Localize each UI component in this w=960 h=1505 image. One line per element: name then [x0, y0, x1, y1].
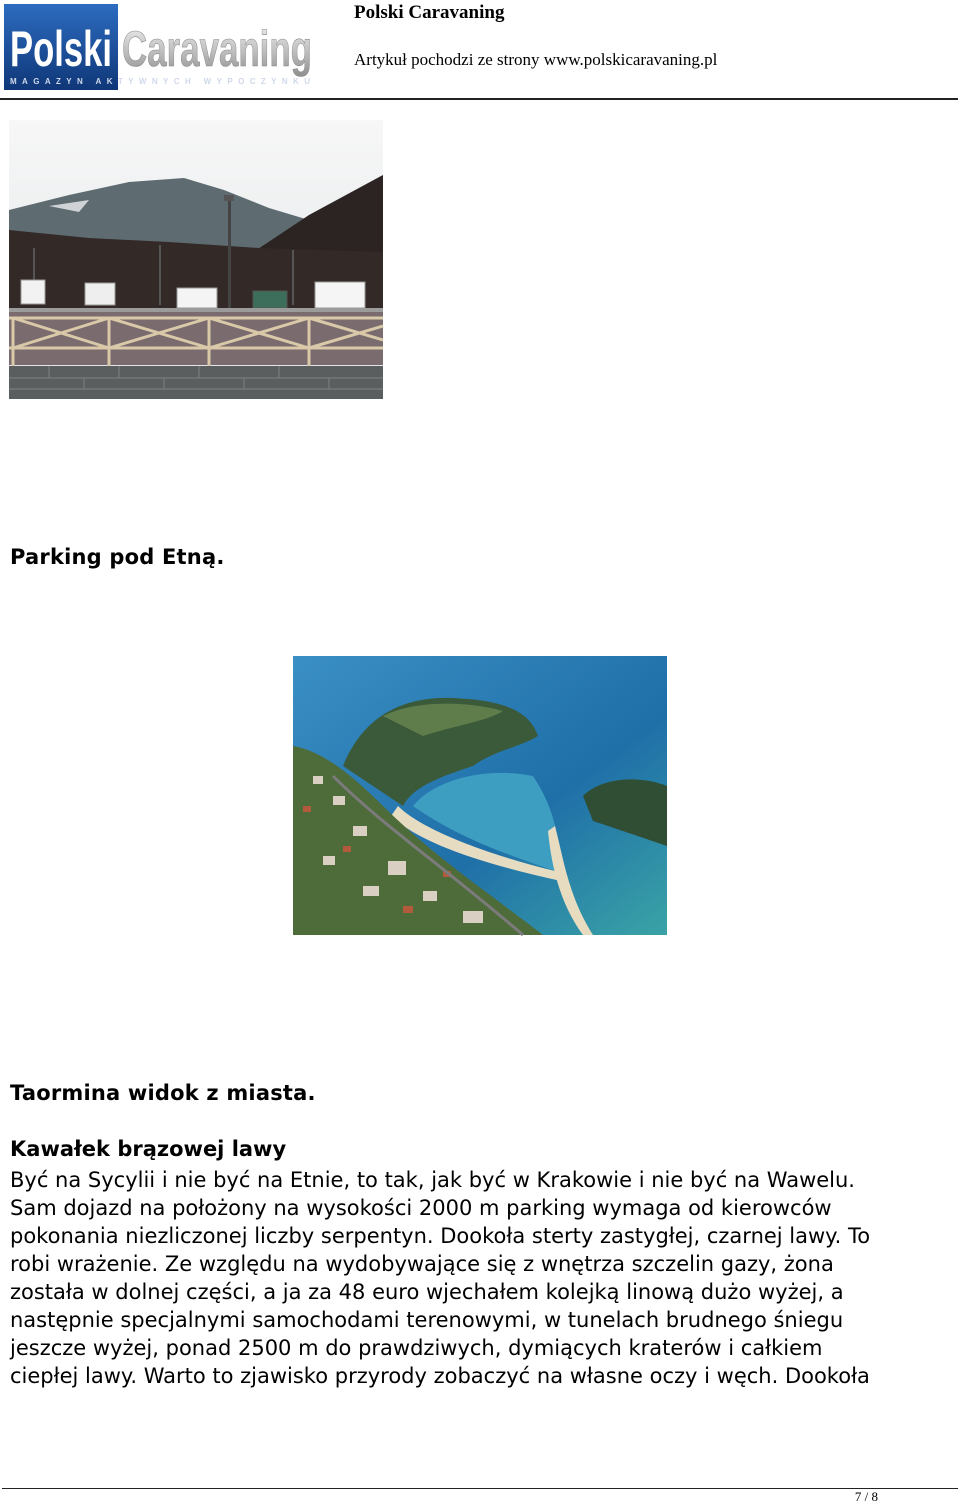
- page-number: 7 / 8: [854, 1489, 878, 1504]
- body-line: Być na Sycylii i nie być na Etnie, to tak, jak być w Krakowie i nie być na Wawelu.: [10, 1168, 855, 1192]
- body-line: jeszcze wyżej, ponad 2500 m do prawdziwych, dymiących kraterów i całkiem: [10, 1336, 823, 1360]
- magazine-logo: [4, 4, 316, 92]
- site-name: Polski Caravaning: [354, 2, 505, 23]
- footer-divider: [2, 1488, 958, 1489]
- photo-caption: Parking pod Etną.: [10, 545, 225, 569]
- body-line: została w dolnej części, a ja za 48 euro wjechałem kolejką linową dużo wyżej, a: [10, 1280, 844, 1304]
- body-line: Sam dojazd na położony na wysokości 2000 m parking wymaga od kierowców: [10, 1196, 832, 1220]
- body-line: pokonania niezliczonej liczby serpentyn. Dookoła sterty zastygłej, czarnej lawy. To: [10, 1224, 871, 1248]
- header-divider: [0, 98, 958, 100]
- logo-tagline: MAGAZYN AKTYWNYCH WYPOCZYNKU: [10, 77, 310, 86]
- taormina-photo: [293, 656, 667, 935]
- body-line: robi wrażenie. Ze względu na wydobywające się z wnętrza szczelin gazy, żona: [10, 1252, 834, 1276]
- photo-caption: Taormina widok z miasta.: [10, 1081, 316, 1105]
- logo-word-caravaning: Caravaning: [122, 21, 312, 77]
- body-line: ciepłej lawy. Warto to zjawisko przyrody zobaczyć na własne oczy i węch. Dookoła: [10, 1364, 870, 1388]
- section-title: Kawałek brązowej lawy: [10, 1137, 287, 1161]
- etna-parking-photo: [9, 120, 383, 399]
- source-line: Artykuł pochodzi ze strony www.polskicaravaning.pl: [354, 50, 718, 69]
- logo-word-polski: Polski: [10, 21, 112, 77]
- body-line: następnie specjalnymi samochodami terenowymi, w tunelach brudnego śniegu: [10, 1308, 844, 1332]
- article-body: [10, 1166, 950, 1390]
